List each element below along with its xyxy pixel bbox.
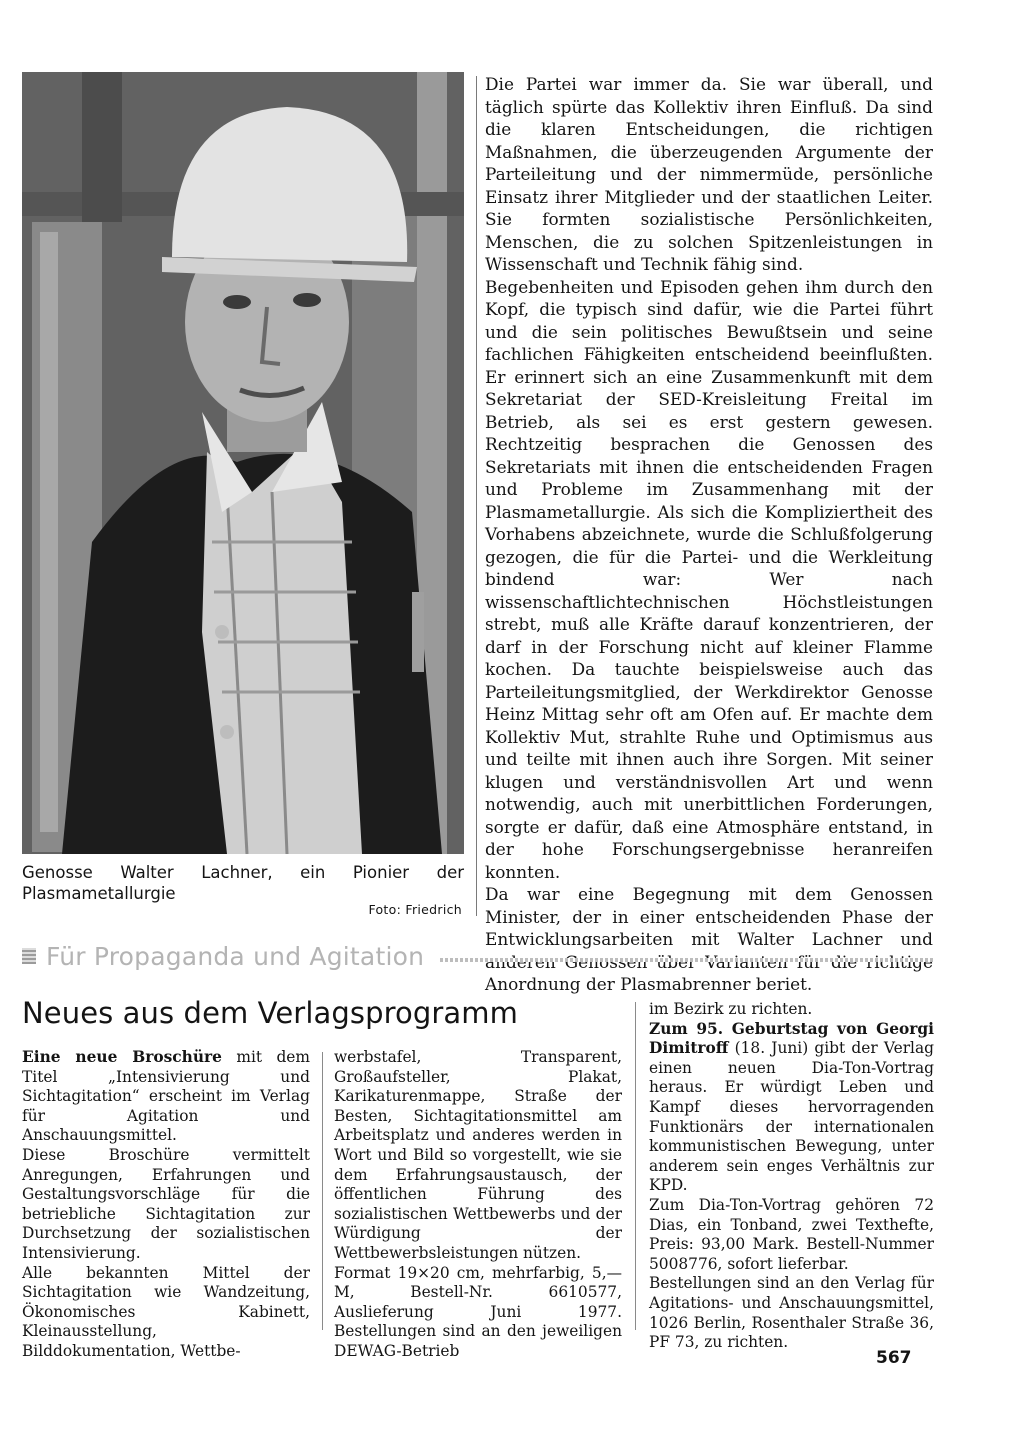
square-bullet-icon — [22, 948, 36, 964]
paragraph: Format 19×20 cm, mehrfarbig, 5,—M, Bestell-Nr. 6610577, Auslieferung Juni 1977. Bestellungen sind an den jeweiligen DEWAG-Betrieb — [334, 1263, 622, 1360]
bold-lead: Eine neue Broschüre — [22, 1048, 222, 1066]
portrait-photo — [22, 72, 464, 854]
paragraph: Zum Dia-Ton-Vortrag gehören 72 Dias, ein Tonband, zwei Texthefte, Preis: 93,00 Mark. Bestell-Nummer 5008776, sofort lieferbar. — [649, 1195, 934, 1273]
paragraph-text: mit dem Titel „Intensivierung und Sichtagitation“ erscheint im Verlag für Agitation und Anschauungsmittel. — [22, 1048, 310, 1145]
article-headline: Neues aus dem Verlagsprogramm — [22, 996, 518, 1030]
column-divider — [476, 76, 477, 916]
paragraph: Begebenheiten und Episoden gehen ihm durch den Kopf, die typisch sind dafür, wie die Partei führt und die sein politisches Bewußtsein und seine fachlichen Fähigkeiten entscheidend beeinflußten. Er erinnert sich an eine Zusammenkunft mit dem Sekretariat der SED-Kreisleitung Freital im Betrieb, als sei es erst gestern gewesen. Rechtzeitig besprachen die Genossen des Sekretariats mit ihnen die entscheidenden Fragen und Probleme im Zusammenhang mit der Plasmametallurgie. Als sich die Kompliziertheit des Vorhabens abzeichnete, wurde die Schlußfolgerung gezogen, die für die Partei- und die Werkleitung bindend war: Wer nach wissenschaftlichtechnischen Höchstleistungen strebt, muß alle Kräfte darauf konzentrieren, der darf in der Forschung nicht auf kleiner Flamme kochen. Da tauchte beispielsweise auch das Parteileitungsmitglied, der Werkdirektor Genosse Heinz Mittag sehr oft am Ofen auf. Er machte dem Kollektiv Mut, strahlte Ruhe und Optimismus aus und teilte mit ihnen auch ihre Sorgen. Mit seiner klugen und verständnisvollen Art und wenn notwendig, auch mit unerbittlichen Forderungen, sorgte er dafür, daß eine Atmosphäre entstand, in der hohe Forschungsergebnisse heranreifen konnten. — [485, 276, 933, 882]
paragraph: Bestellungen sind an den Verlag für Agitations- und Anschauungsmittel, 1026 Berlin, Rosenthaler Straße 36, PF 73, zu richten. — [649, 1274, 934, 1352]
article-column-3 — [649, 1000, 934, 1353]
paragraph: Alle bekannten Mittel der Sichtagitation wie Wandzeitung, Ökonomisches Kabinett, Kleinausstellung, Bilddokumentation, Wettbe- — [22, 1263, 310, 1360]
paragraph — [22, 1048, 310, 1146]
photo-credit: Foto: Friedrich — [368, 902, 462, 917]
paragraph: Da war eine Begegnung mit dem Genossen Minister, der in einer entscheidenden Phase der Entwicklungsarbeiten mit Walter Lachner und Anordnung der Plasmabrenner beriet. — [485, 884, 933, 994]
paragraph-text: (18. Juni) gibt der Verlag einen neuen Dia-Ton-Vortrag heraus. Er würdigt Leben und Kampf dieses hervorragenden Funktionärs der internationalen kommunistischen Bewegung, unter anderem sein enges Verhältnis zur KPD. — [649, 1039, 934, 1195]
bold-lead: Zum 95. Geburtstag von Georgi Dimitroff — [649, 1019, 934, 1058]
column-divider — [635, 1002, 636, 1330]
rubric-label: Für Propaganda und Agitation — [46, 941, 425, 971]
photo-caption: Genosse Walter Lachner, ein Pionier der Plasmametallurgie — [22, 863, 464, 903]
paragraph — [649, 1020, 934, 1196]
article-column-1 — [22, 1048, 310, 1362]
portrait-photo-icon — [22, 72, 464, 854]
rubric-dotted-line — [440, 958, 934, 962]
page-number: 567 — [876, 1348, 912, 1368]
paragraph: Die Partei war immer da. Sie war überall, und täglich spürte das Kollektiv ihren Einfluß. Da sind die klaren Entscheidungen, die richtigen Maßnahmen, die überzeugenden Argumente der Parteileitung und der nimmermüde, persönliche Einsatz ihrer Mitglieder und der staatlichen Leiter. Sie formten sozialistische Persönlichkeiten, Menschen, die zu solchen Spitzenleistungen in Wissenschaft und Technik fähig sind. — [485, 74, 933, 274]
paragraph: im Bezirk zu richten. — [649, 1000, 813, 1018]
paragraph: werbstafel, Transparent, Großaufsteller, Plakat, Karikaturenmappe, Straße der Besten, Sichtagitationsmittel am Arbeitsplatz und anderes werden in Wort und Bild so vorgestellt, wie sie dem Erfahrungsaustausch, der öffentlichen Führung des sozialistischen Wettbewerbs und der Würdigung der Wettbewerbsleistungen nützen. — [334, 1048, 622, 1262]
paragraph: Diese Broschüre vermittelt Anregungen, Erfahrungen und Gestaltungsvorschläge für die betriebliche Sichtagitation zur Durchsetzung der sozialistischen Intensivierung. — [22, 1145, 310, 1262]
article-column-2 — [334, 1048, 622, 1362]
section-rubric — [22, 940, 934, 972]
upper-article-text — [485, 73, 933, 996]
column-divider — [322, 1052, 323, 1330]
